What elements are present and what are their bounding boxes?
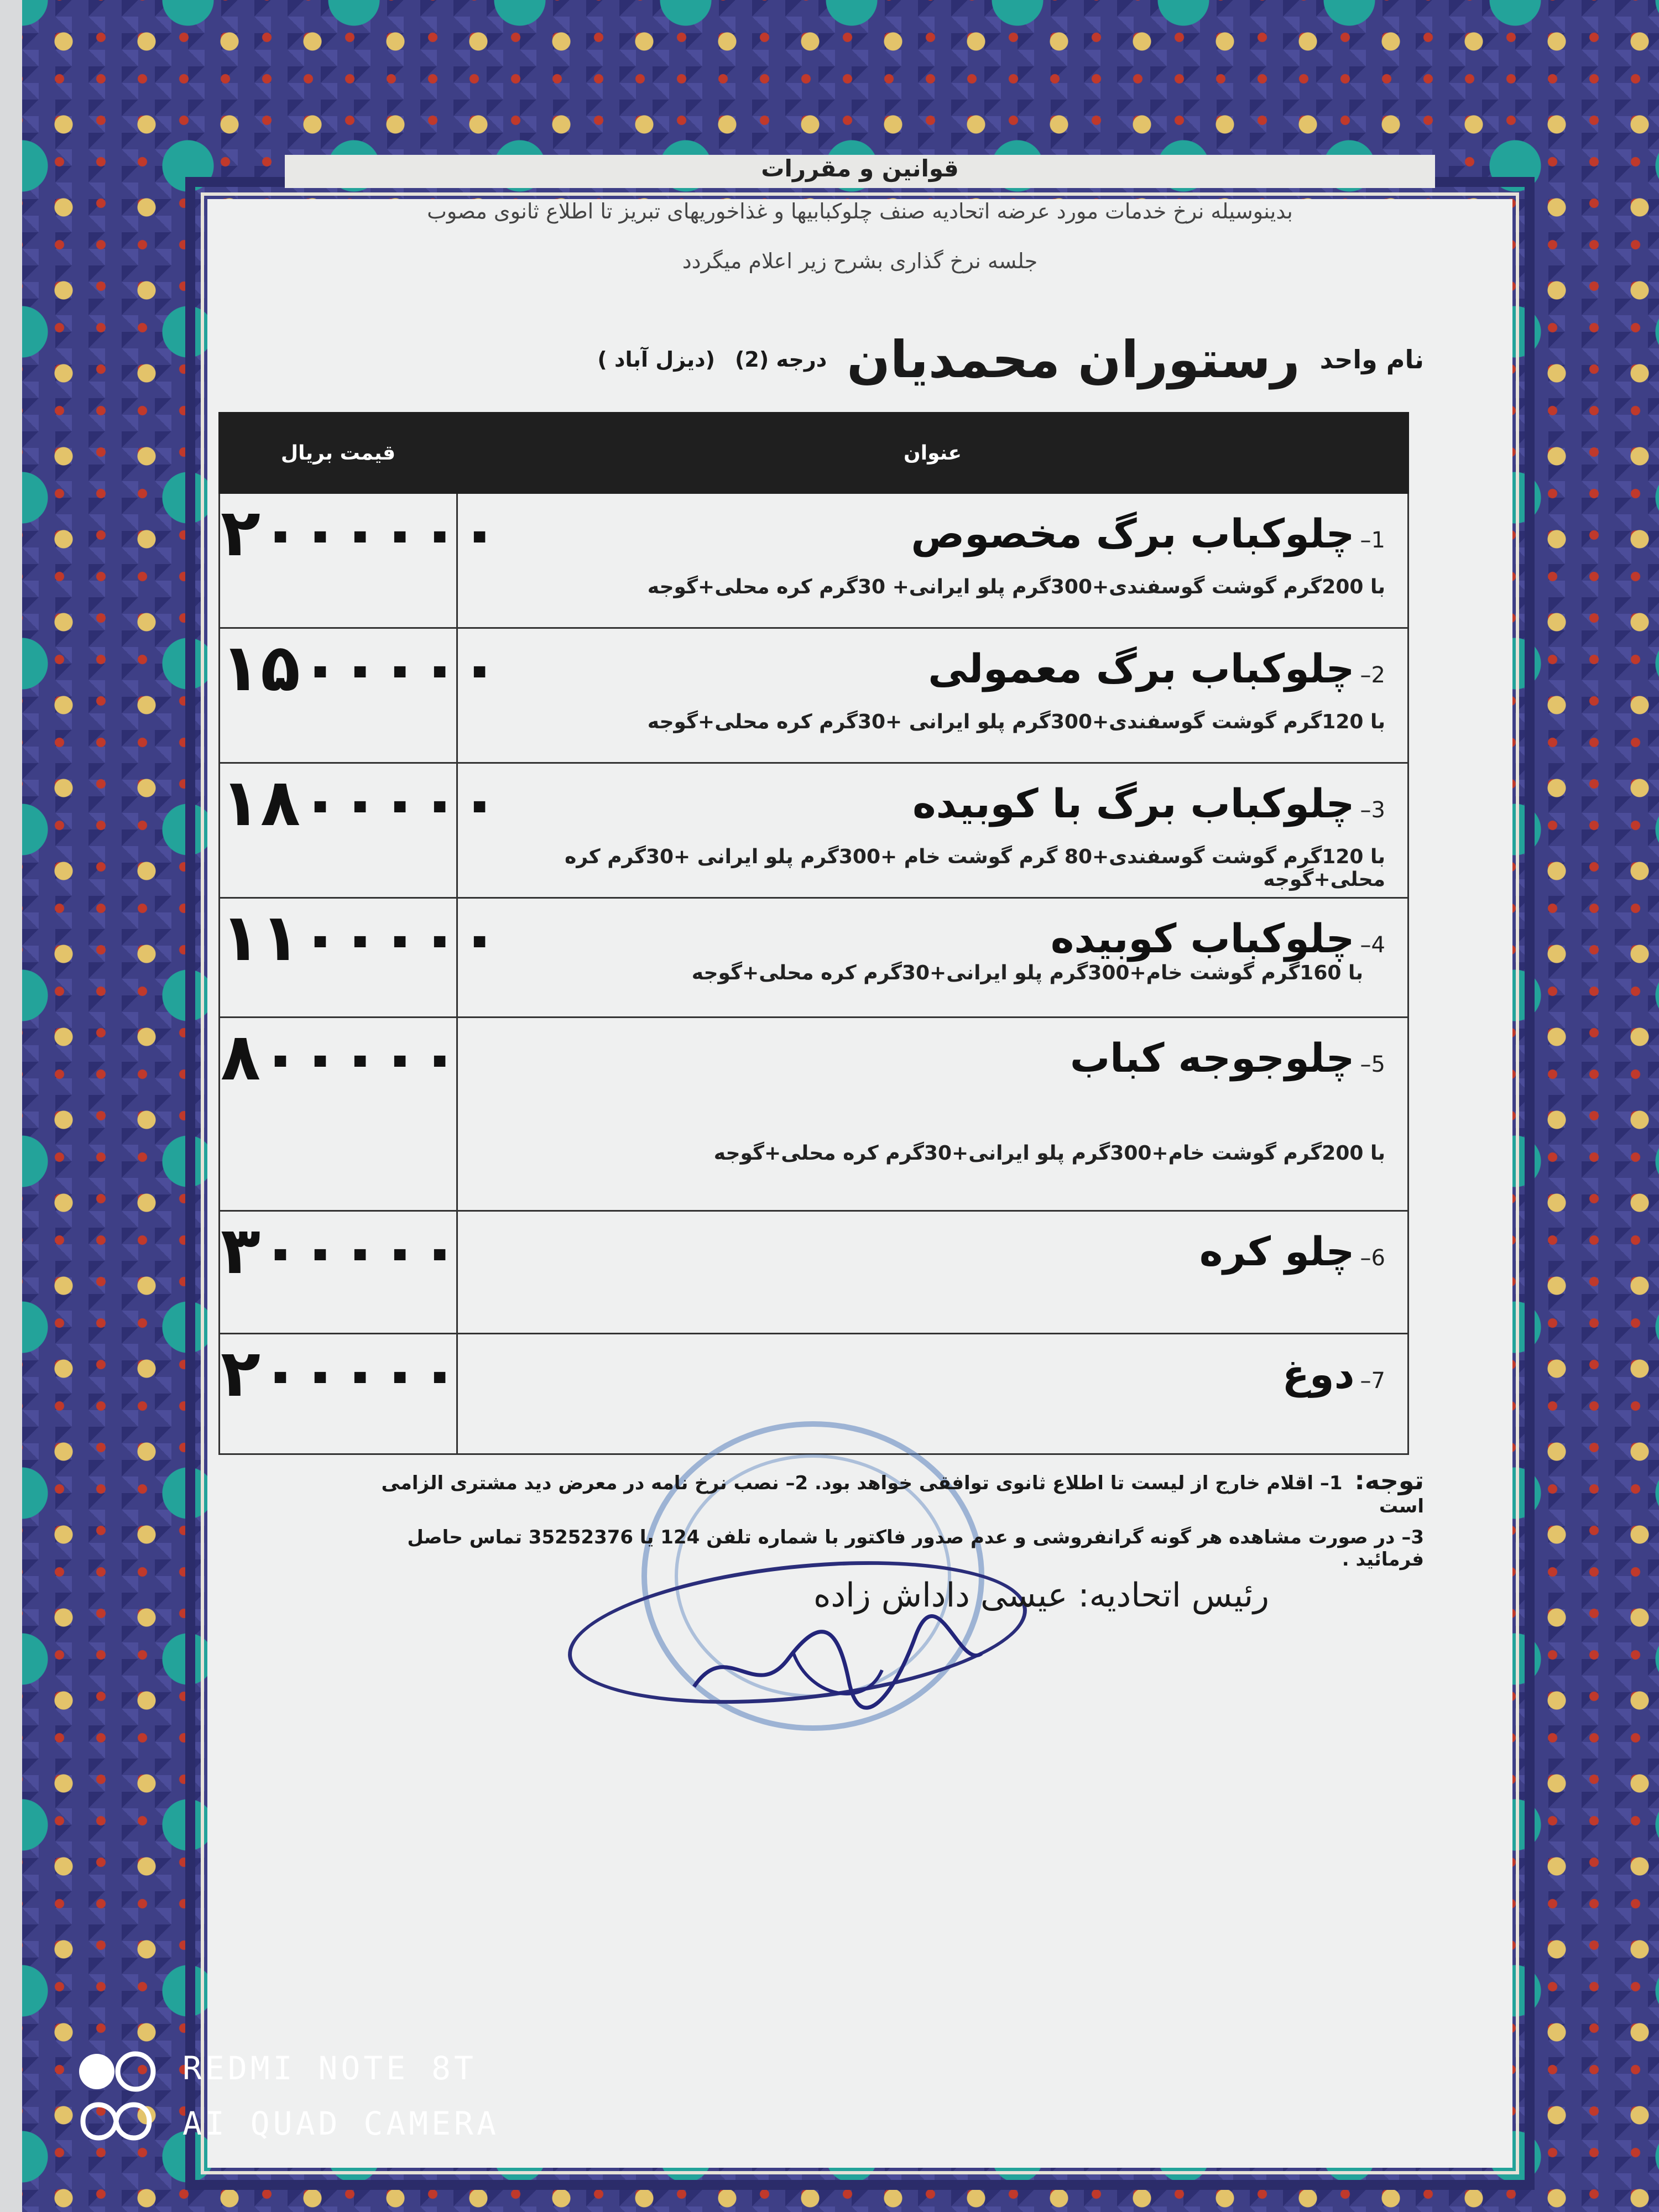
item-name: چلو کره [1199, 1228, 1355, 1275]
item-name: چلوکباب برگ معمولی [928, 645, 1355, 692]
unit-location: (دیزل آباد ) [597, 347, 715, 372]
intro-line-1: بدینوسیله نرخ خدمات مورد عرضه اتحادیه صنف چلوکبابیها و غذاخوریهای تبریز تا اطلاع ثانوی مصوب [427, 199, 1293, 223]
col-title-header: عنوان [457, 413, 1408, 493]
price-table [218, 412, 1409, 1455]
item-number: 7– [1360, 1368, 1385, 1394]
item-price: ۲۰۰۰۰۰۰ [220, 493, 457, 628]
table-row [220, 1211, 1408, 1334]
item-description: با 200گرم گوشت خام+300گرم پلو ایرانی+30گرم کره محلی+گوجه [713, 1142, 1385, 1165]
notes-line-2: 3– در صورت مشاهده هر گونه گرانفروشی و عدم صدور فاکتور با شماره تلفن 124 یا 35252376 تماس حاصل فرمائید . [407, 1526, 1424, 1571]
item-description: با 160گرم گوشت خام+300گرم پلو ایرانی+30گرم کره محلی+گوجه [691, 962, 1363, 984]
item-name: چلوکباب کوبیده [1050, 915, 1355, 962]
camera-watermark [72, 2041, 499, 2151]
notes-line-1 [340, 1465, 1424, 1517]
item-description: با 120گرم گوشت گوسفندی+80 گرم گوشت خام +300گرم پلو ایرانی +30گرم کره محلی+گوجه [565, 846, 1385, 891]
unit-label: نام واحد [1319, 345, 1424, 374]
item-name: چلوجوجه کباب [1070, 1035, 1355, 1081]
item-name: چلوکباب برگ با کوبیده [912, 780, 1355, 827]
item-number: 6– [1360, 1245, 1385, 1271]
intro-line-2: جلسه نرخ گذاری بشرح زیر اعلام میگردد [682, 249, 1038, 273]
table-row [220, 763, 1408, 898]
restaurant-name: رستوران محمدیان [847, 330, 1300, 389]
camera-logo-icon [72, 2044, 160, 2149]
unit-grade: درجه (2) [734, 347, 827, 372]
item-number: 5– [1360, 1052, 1385, 1077]
table-row [220, 493, 1408, 628]
item-description: با 120گرم گوشت گوسفندی+300گرم پلو ایرانی +30گرم کره محلی+گوجه [647, 711, 1385, 733]
item-number: 4– [1360, 932, 1385, 958]
notes-text-1: 1– اقلام خارج از لیست تا اطلاع ثانوی توافقی خواهد بود. 2– نصب نرخ نامه در معرض دید مشتری الزامی است [381, 1472, 1424, 1517]
item-price: ۱۵۰۰۰۰۰ [220, 628, 457, 763]
table-row [220, 628, 1408, 763]
watermark-line-1: REDMI NOTE 8T [182, 2049, 477, 2087]
table-row [220, 1018, 1408, 1211]
signature-scribble [683, 1604, 993, 1714]
notes-heading: توجه: [1354, 1465, 1424, 1495]
price-list-paper [207, 155, 1512, 2168]
item-price: ۸۰۰۰۰۰ [220, 1018, 457, 1211]
unit-row [429, 326, 1424, 393]
item-price: ۱۱۰۰۰۰۰ [220, 898, 457, 1018]
table-row [220, 898, 1408, 1018]
watermark-line-2: AI QUAD CAMERA [182, 2105, 499, 2142]
item-number: 2– [1360, 662, 1385, 688]
paper-heading: قوانین و مقررات [285, 155, 1435, 188]
item-name: چلوکباب برگ مخصوص [911, 510, 1355, 557]
item-description: با 200گرم گوشت گوسفندی+300گرم پلو ایرانی+ 30گرم کره محلی+گوجه [647, 576, 1385, 598]
item-price: ۱۸۰۰۰۰۰ [220, 763, 457, 898]
item-number: 3– [1360, 797, 1385, 823]
item-price: ۲۰۰۰۰۰ [220, 1334, 457, 1454]
item-name: دوغ [1282, 1351, 1355, 1397]
item-number: 1– [1360, 528, 1385, 553]
item-price: ۳۰۰۰۰۰ [220, 1211, 457, 1334]
union-chairman: رئیس اتحادیه: عیسی داداش زاده [813, 1576, 1269, 1615]
col-price-header: قیمت بریال [220, 413, 457, 493]
